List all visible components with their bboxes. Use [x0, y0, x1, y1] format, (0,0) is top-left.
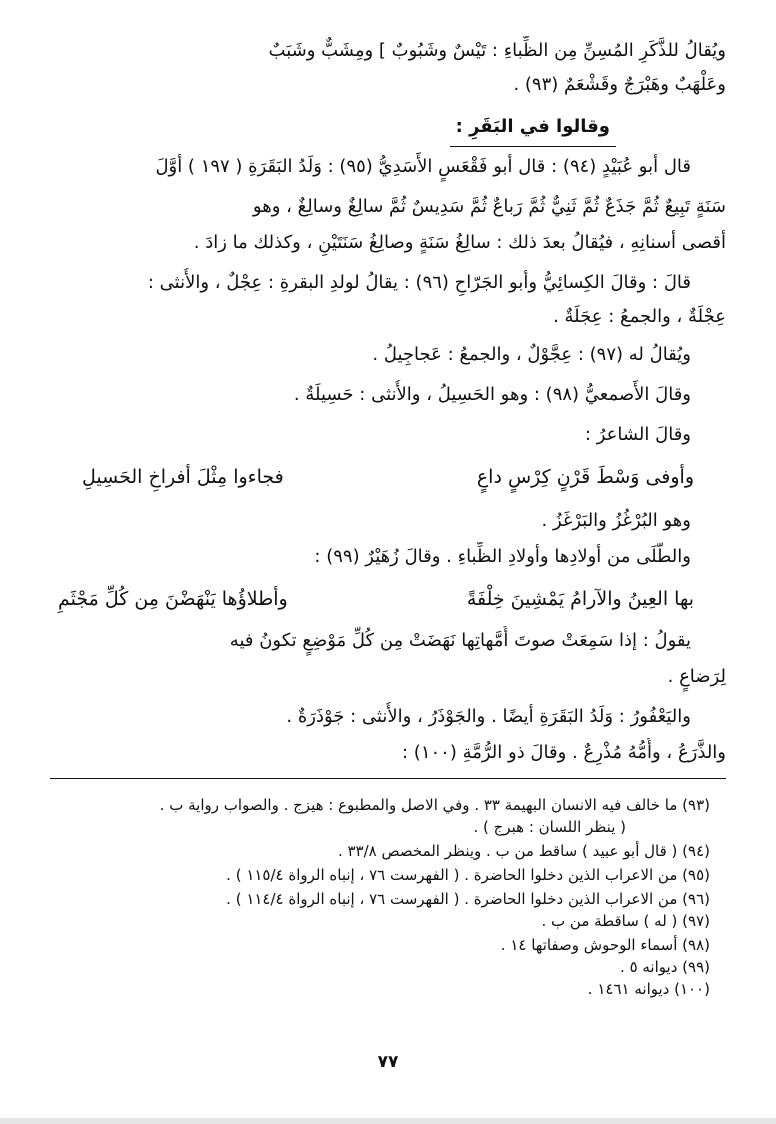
- verse1-left-hemistich: فجاءوا مِثْلَ أفراخِ الحَسِيلِ: [82, 466, 284, 488]
- footnote-98: (٩٨) أسماء الوحوش وصفاتها ١٤ .: [500, 936, 710, 954]
- body-line-7: قالَ : وقالَ الكِسائِيُّ وأبو الجَرّاحِ (٩٦) : يقالُ لولدِ البقرةِ : عِجْلٌ ، والأُنثى :: [147, 272, 691, 293]
- body-line-6: أقصى أسنانِهِ ، فيُقالُ بعدَ ذلك : سالِغُ سَنَةٍ وصالِغُ سَنَتَيْنِ ، وكذلك ما زادَ .: [193, 232, 726, 253]
- footnote-99: (٩٩) ديوانه ٥ .: [620, 958, 710, 976]
- verse2-left-hemistich: وأطلاؤُها يَنْهَضْنَ مِن كُلِّ مَجْثَمِ: [58, 588, 288, 610]
- body-line-2: وعَلْهَبٌ وهَبْرَجٌ وقَشْعَمٌ (٩٣) .: [513, 74, 726, 95]
- verse2-right-hemistich: بها العِينُ والآرامُ يَمْشِينَ خِلْفَةً: [466, 588, 694, 610]
- body-line-1: ويُقالُ للذَّكَرِ المُسِنِّ مِن الظِّباءِ : تَيْسٌ وشَبُوبٌ ] ومِشَبٌّ وشَبَبٌ: [268, 40, 726, 61]
- footnote-100: (١٠٠) ديوانه ١٤٦١ .: [587, 980, 710, 998]
- body-line-15: لِرَضاعٍ .: [667, 666, 726, 687]
- body-line-8: عِجْلَةٌ ، والجمعُ : عِجَلَةٌ .: [553, 306, 726, 327]
- footnote-separator: [50, 778, 726, 779]
- footnote-94: (٩٤) ( قال أبو عبيد ) ساقط من ب . وينظر المخصص ٣٣/٨ .: [337, 842, 710, 860]
- body-line-17: والذَّرَعُ ، وأُمُّهُ مُذْرِعٌ . وقالَ ذو الرُّمَّةِ (١٠٠) :: [402, 742, 726, 763]
- scan-bottom-edge: [0, 1118, 776, 1124]
- body-line-5: سَنَةٍ تَبِيعٌ ثُمَّ جَذَعٌ ثُمَّ ثَنِيٌّ ثُمَّ رَباعٌ ثُمَّ سَدِيسٌ ثُمَّ سالِغٌ وسالِغٌ ، وهو: [252, 196, 726, 217]
- body-line-11: وقالَ الشاعرُ :: [584, 424, 691, 445]
- footnote-97: (٩٧) ( له ) ساقطة من ب .: [541, 912, 710, 930]
- page-number: ٧٧: [377, 1052, 399, 1072]
- footnote-96: (٩٦) من الاعراب الذين دخلوا الحاضرة . ( الفهرست ٧٦ ، إنباه الرواة ١١٤/٤ ) .: [226, 890, 710, 908]
- body-line-9: ويُقالُ له (٩٧) : عِجَّوْلٌ ، والجمعُ : عَجاجِيلُ .: [372, 344, 691, 365]
- footnote-93: (٩٣) ما خالف فيه الانسان البهيمة ٣٣ . وفي الاصل والمطبوع : هيزج . والصواب رواية ب .: [159, 796, 710, 814]
- body-line-12: وهو البُرْغُزُ والبَرْغَزُ .: [541, 510, 691, 531]
- body-line-4: قال أبو عُبَيْدٍ (٩٤) : قال أبو فَقْعَسٍ الأَسَدِيُّ (٩٥) : وَلَدُ البَقَرَةِ ( ١٩٧ ) أوَّلَ: [155, 156, 691, 177]
- footnote-93-cont: ( ينظر اللسان : هبرج ) .: [473, 818, 626, 836]
- verse1-right-hemistich: وأوفى وَسْطَ قَرْنٍ كِرْسٍ داعٍ: [476, 466, 694, 488]
- body-line-16: واليَعْفُورُ : وَلَدُ البَقَرَةِ أيضًا . والجَوْذَرُ ، والأُنثى : جَوْذَرَةٌ .: [286, 706, 691, 727]
- body-line-13: والطَّلَى من أولادِها وأولادِ الظِّباءِ . وقالَ زُهَيْرٌ (٩٩) :: [314, 546, 691, 567]
- footnote-95: (٩٥) من الاعراب الذين دخلوا الحاضرة . ( الفهرست ٧٦ ، إنباه الرواة ١١٥/٤ ) .: [226, 866, 710, 884]
- body-line-14: يقولُ : إذا سَمِعَتْ صوتَ أُمَّهاتِها نَهَضَتْ مِن كُلِّ مَوْضِعٍ تكونُ فيه: [229, 630, 691, 651]
- body-line-10: وقالَ الأَصمعيُّ (٩٨) : وهو الحَسِيلُ ، والأُنثى : حَسِيلَةٌ .: [293, 384, 691, 405]
- section-heading: وقالوا في البَقَرِ :: [450, 112, 616, 147]
